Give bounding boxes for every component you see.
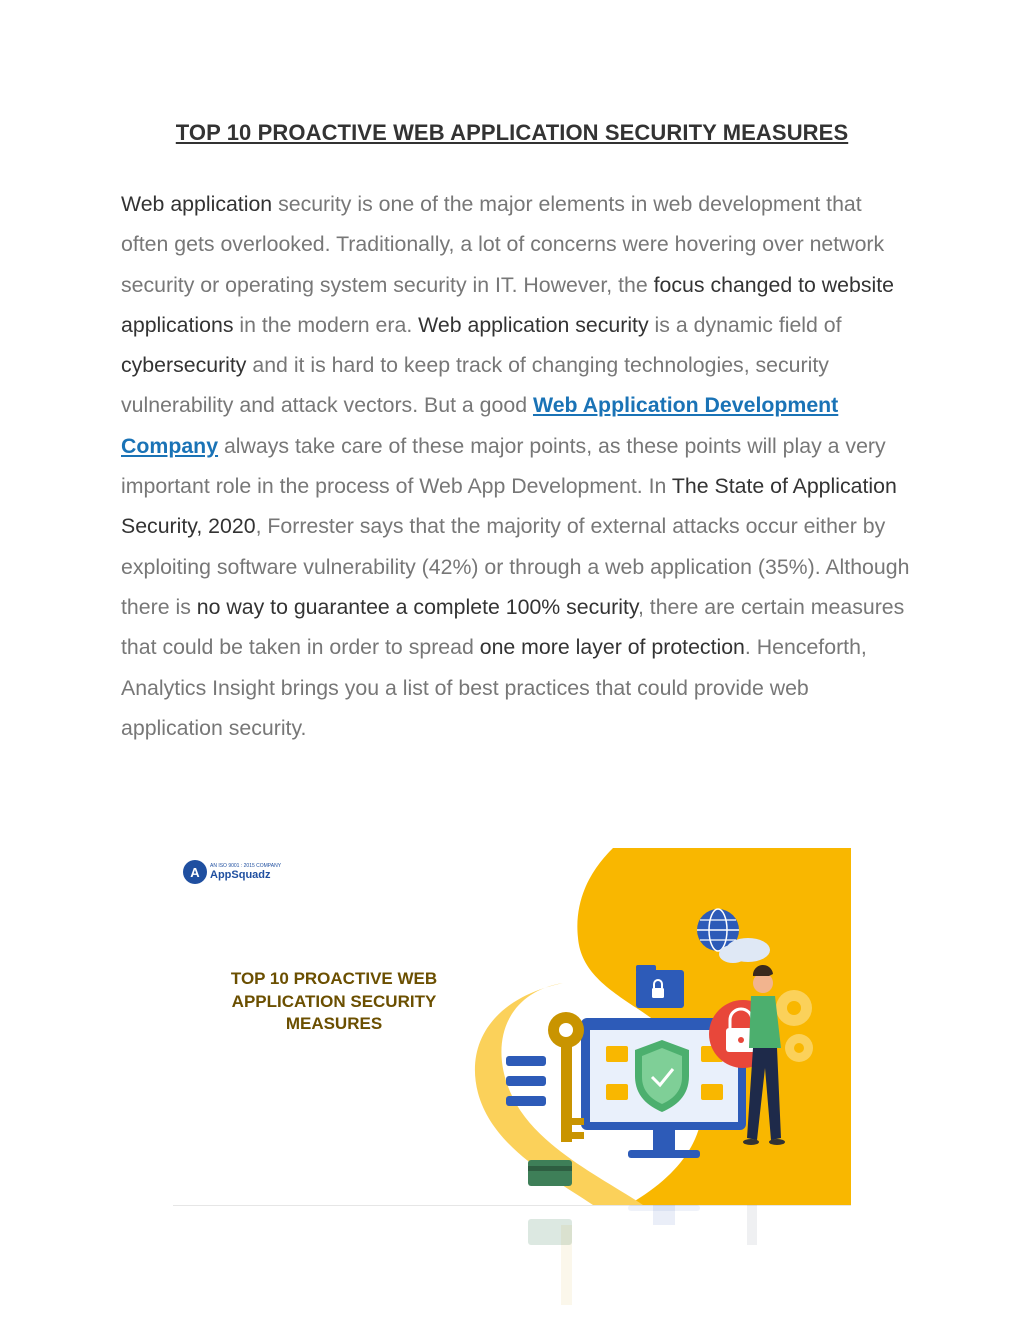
folder-lock-icon	[636, 965, 684, 1008]
reflection-graphic	[173, 1205, 851, 1325]
text-segment: , Forrester says that the majority of external attacks occur either by exploiting software vulnerability (42%) or through a web application (35%). Although there is	[121, 514, 910, 619]
text-segment: focus changed to website applications	[121, 272, 894, 337]
server-icon	[506, 1056, 546, 1106]
text-segment: , there are certain measures that could be taken in order to spread	[121, 594, 905, 660]
text-segment: . Henceforth, Analytics Insight brings you a list of best practices that could provide web application security.	[121, 635, 867, 740]
article-paragraph	[121, 184, 911, 748]
text-segment: and it is hard to keep track of changing technologies, security vulnerability and attack vectors. But a good	[121, 353, 829, 418]
logo-mark-icon: A	[183, 860, 207, 884]
text-segment: one more layer of protection	[479, 635, 745, 660]
banner-title: TOP 10 PROACTIVE WEB APPLICATION SECURITY MEASURES	[230, 969, 438, 1033]
text-segment: always take care of these major points, as these points will play a very important role in the process of Web App Development. In	[121, 433, 886, 499]
text-segment: The State of Application Security, 2020	[121, 474, 897, 539]
banner-image	[173, 848, 851, 1205]
text-segment: security is one of the major elements in web development that often gets overlooked. Traditionally, a lot of concerns were hovering over network security or operating system security in IT. However, the	[121, 192, 885, 297]
web-app-dev-company-link[interactable]: Web Application Development Company	[121, 393, 839, 458]
text-segment: Web application	[121, 192, 273, 216]
text-segment: cybersecurity	[121, 353, 247, 378]
key-icon	[548, 1012, 584, 1142]
credit-card-icon	[528, 1160, 572, 1186]
appsquadz-logo	[183, 860, 281, 884]
logo-tagline: AN ISO 9001 : 2015 COMPANY	[210, 863, 282, 869]
logo-name: AppSquadz	[210, 869, 271, 881]
text-segment: Web application security	[418, 312, 649, 337]
page-title: TOP 10 PROACTIVE WEB APPLICATION SECURITY MEASURES	[175, 120, 849, 145]
text-segment: is a dynamic field of	[648, 312, 842, 337]
text-segment: no way to guarantee a complete 100% security	[196, 594, 638, 619]
text-segment: in the modern era.	[233, 312, 419, 337]
banner-reflection	[173, 1205, 851, 1325]
